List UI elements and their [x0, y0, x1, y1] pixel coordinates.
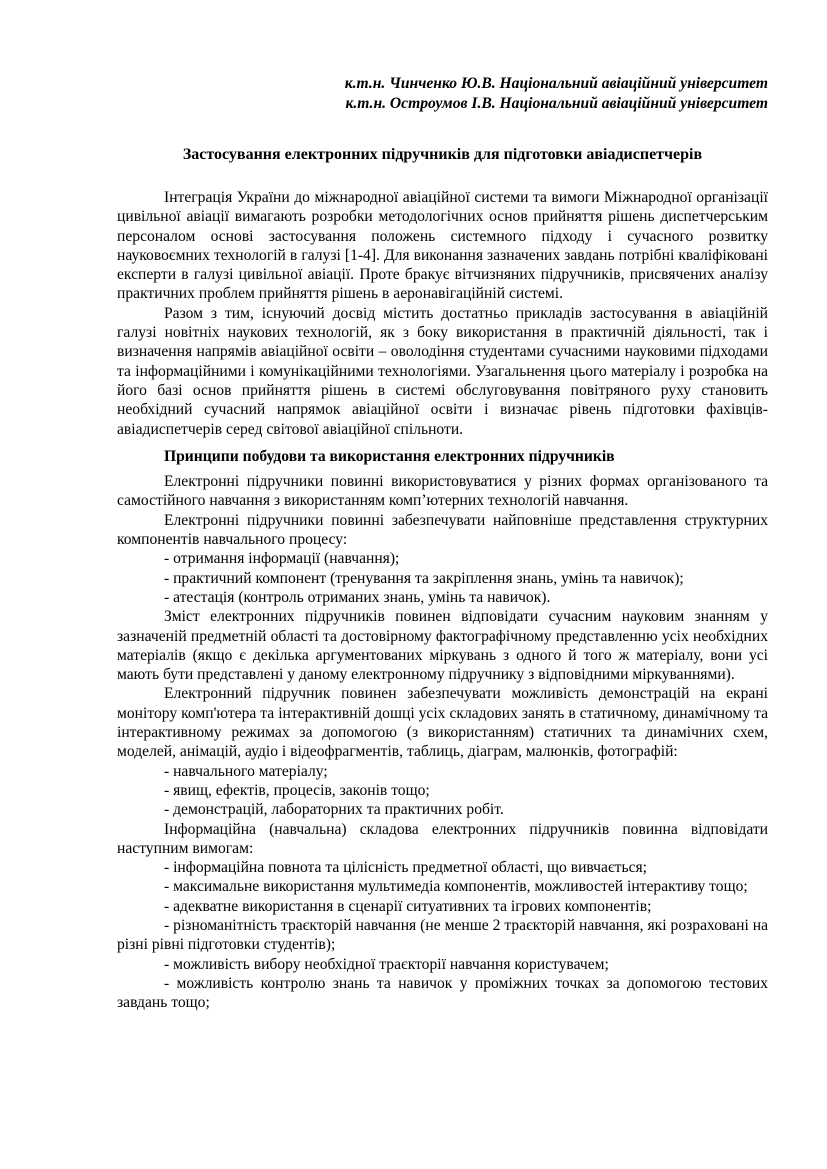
list-item: - адекватне використання в сценарії ситуативних та ігрових компонентів; — [164, 897, 652, 915]
list-item: - інформаційна повнота та цілісність предметної області, що вивчається; — [164, 859, 647, 877]
paragraph: Разом з тим, існуючий досвід містить достатньо прикладів застосування в авіаційній галузі новітніх наукових технологій, як з боку використання в практичній діяльності, так і визначення напрямів авіаційної освіти – оволодіння студентами сучасними науковими підходами та інформаційними і комунікаційними технологіями. Узагальнення цього матеріалу і розробка на його базі основ прийняття рішень в системі обслуговування повітряного руху становить необхідний сучасний напрямок авіаційної освіти і визначає рівень підготовки фахівців-авіадиспетчерів серед світової авіаційної спільноти. — [117, 304, 768, 438]
list-item: - можливість контролю знань та навичок у проміжних точках за допомогою тестових завдань тощо; — [117, 974, 768, 1012]
author-line: к.т.н. Остроумов І.В. Національний авіаційний університет — [345, 95, 768, 112]
list-item: - демонстрацій, лабораторних та практичних робіт. — [164, 801, 504, 819]
paragraph: Зміст електронних підручників повинен відповідати сучасним науковим знанням у зазначеній предметній області та достовірному фактографічному представленню усіх необхідних матеріалів (якщо є декілька аргументованих міркувань з одного й того ж матеріалу, вони усі мають бути представлені у даному електронному підручнику з відповідними міркуваннями). — [117, 608, 768, 684]
author-line: к.т.н. Чинченко Ю.В. Національний авіаційний університет — [344, 75, 768, 92]
list-item: - атестація (контроль отриманих знань, умінь та навичок). — [164, 588, 551, 606]
paragraph: Електронні підручники повинні використовуватися у різних формах організованого та самостійного навчання з використанням комп’ютерних технологій навчання. — [117, 473, 768, 510]
paragraph: Інтеграція України до міжнародної авіаційної системи та вимоги Міжнародної організації цивільної авіації вимагають розробки методологічних основ прийняття рішень диспетчерським персоналом основі застосування положень системного підходу і сучасного розвитку науковоємних технологій в галузі [1-4]. Для виконання зазначених завдань потрібні кваліфіковані експерти в галузі цивільної авіації. Проте бракує вітчизняних підручників, присвячених аналізу практичних проблем прийняття рішень в аеронавігаційній системі. — [117, 189, 768, 303]
paragraph: Інформаційна (навчальна) складова електронних підручників повинна відповідати наступним вимогам: — [117, 820, 768, 857]
list-item: - максимальне використання мультимедіа компонентів, можливостей інтерактиву тощо; — [164, 878, 748, 896]
paper-title: Застосування електронних підручників для підготовки авіадиспетчерів — [182, 146, 703, 163]
list-item: - можливість вибору необхідної траєкторії навчання користувачем; — [164, 955, 609, 973]
list-item: - навчального матеріалу; — [164, 762, 328, 780]
document-page — [117, 74, 768, 1012]
section-heading: Принципи побудови та використання електронних підручників — [164, 447, 615, 465]
paragraph: Електронні підручники повинні забезпечувати найповніше представлення структурних компонентів навчального процесу: — [117, 511, 768, 549]
list-item: - отримання інформації (навчання); — [164, 550, 400, 568]
paragraph: Електронний підручник повинен забезпечувати можливість демонстрацій на екрані монітору комп'ютера та інтерактивній дошці усіх складових занять в статичному, динамічному та інтерактивному режимах за допомогою (з використанням) статичних та динамічних схем, моделей, анімацій, аудіо і відеофрагментів, таблиць, діаграм, малюнків, фотографій: — [117, 685, 768, 761]
list-item: - практичний компонент (тренування та закріплення знань, умінь та навичок); — [164, 569, 684, 587]
list-item: - явищ, ефектів, процесів, законів тощо; — [164, 781, 430, 799]
list-item: - різноманітність траєкторій навчання (не менше 2 траєкторій навчання, які розраховані на різні рівні підготовки студентів); — [117, 916, 768, 954]
author-block — [117, 74, 768, 114]
